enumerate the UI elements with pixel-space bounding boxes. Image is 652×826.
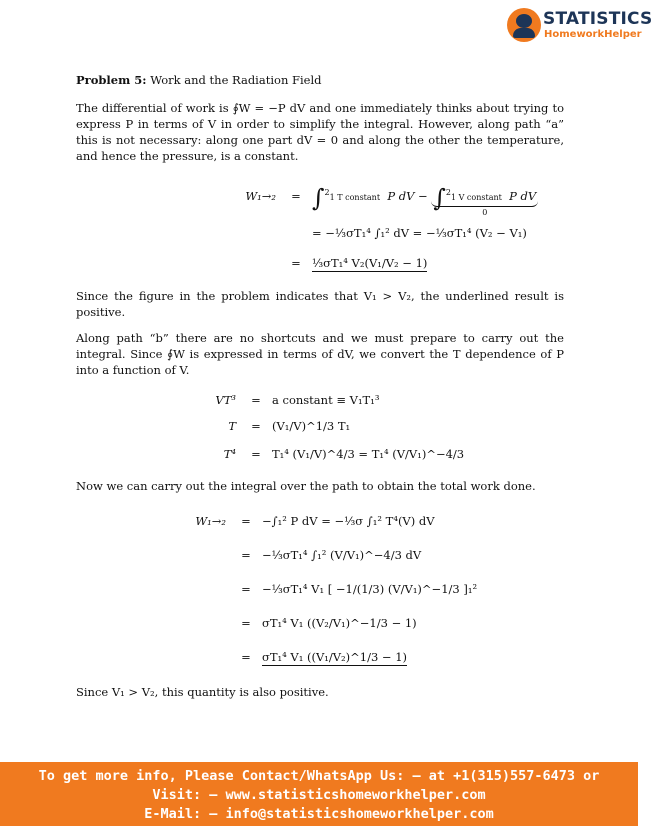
eq1-limit-v-constant: 1 V constant xyxy=(450,192,502,202)
eq2-r3: T₁⁴ (V₁/V)^4/3 = T₁⁴ (V/V₁)^−4/3 xyxy=(272,447,465,461)
eq3-r4: σT₁⁴ V₁ ((V₂/V₁)^−1/3 − 1) xyxy=(262,616,417,630)
paragraph-conclusion: Since V₁ > V₂, this quantity is also positive. xyxy=(76,685,329,699)
problem-label: Problem 5: xyxy=(76,73,147,87)
paragraph-integral: Now we can carry out the integral over the path to obtain the total work done. xyxy=(76,479,536,493)
footer-email-link[interactable]: E-Mail: – info@statisticshomeworkhelper.com xyxy=(144,806,494,822)
eq1-row1: ∫$^2$1 T constant P dV − ∫$^2$1 V constant P dV 0 xyxy=(306,185,564,207)
problem-heading xyxy=(76,72,564,88)
eq3-r1: −∫₁² P dV = −⅓σ ∫₁² T⁴(V) dV xyxy=(262,514,435,528)
footer-website-link[interactable]: Visit: – www.statisticshomeworkhelper.com xyxy=(152,787,486,803)
paragraph-path-b: Along path “b” there are no shortcuts and we must prepare to carry out the integral. Since ∮W is expressed in terms of dV, we convert the T dependence of P into a function of V. xyxy=(76,331,564,377)
eq2-l1: VT³ xyxy=(215,393,236,407)
eq1-row3-underlined: ⅓σT₁⁴ V₂(V₁/V₂ − 1) xyxy=(312,256,428,270)
logo-text-homeworkhelper: HomeworkHelper xyxy=(544,29,642,40)
eq2-l2: T xyxy=(228,419,236,433)
paragraph-result-a: Since the figure in the problem indicates that V₁ > V₂, the underlined result is positive. xyxy=(76,289,564,319)
statistics-homework-helper-logo xyxy=(507,8,652,46)
eq1-brace-zero: 0 xyxy=(482,208,488,218)
eq3-r2: −⅓σT₁⁴ ∫₁² (V/V₁)^−4/3 dV xyxy=(262,548,422,562)
problem-title: Work and the Radiation Field xyxy=(150,73,322,87)
paragraph-intro: The differential of work is ∮W = −P dV and one immediately thinks about trying to express P in terms of V in order to simplify the integral. However, along path “a” this is not necessary: along one part dV = 0 and along the other the temperature, and hence the pressure, is a constant. xyxy=(76,101,564,163)
eq3-r5-underlined: σT₁⁴ V₁ ((V₁/V₂)^1/3 − 1) xyxy=(262,650,408,664)
eq1-underbrace: ∫$^2$1 V constant P dV 0 xyxy=(431,185,538,207)
logo-text-statistics: STATISTICS xyxy=(543,9,652,29)
eq3-lhs: W₁→₂ xyxy=(195,514,226,528)
eq2-r2: (V₁/V)^1/3 T₁ xyxy=(272,419,351,433)
contact-footer-banner xyxy=(0,762,638,826)
tutor-avatar-icon xyxy=(507,8,541,42)
eq1-lhs: W₁→₂ xyxy=(245,189,276,203)
document-body xyxy=(76,72,564,710)
eq2-r1: a constant ≡ V₁T₁³ xyxy=(272,393,380,407)
eq1-limit-t-constant: 1 T constant xyxy=(329,192,381,202)
equation-path-a: W₁→₂ = ∫$^2$1 T constant P dV − ∫$^2$1 V constant P dV 0 = −⅓σT₁⁴ ∫₁² dV = −⅓σT₁⁴ (V₂ − V₁) = ⅓σT₁⁴ V₂(V₁/V₂ − 1) xyxy=(76,174,564,278)
eq2-l3: T⁴ xyxy=(223,447,236,461)
eq1-row2: = −⅓σT₁⁴ ∫₁² dV = −⅓σT₁⁴ (V₂ − V₁) xyxy=(312,226,527,240)
equation-path-b: W₁→₂ = −∫₁² P dV = −⅓σ ∫₁² T⁴(V) dV = −⅓σT₁⁴ ∫₁² (V/V₁)^−4/3 dV = −⅓σT₁⁴ V₁ [ −1/(1/3) (V/V₁)^−1/3 ]₁² = σT₁⁴ V₁ ((V₂/V₁)^−1/3 − 1) = σT₁⁴ V₁ ((V₁/V₂)^1/3 − 1) xyxy=(76,504,564,674)
footer-contact-line: To get more info, Please Contact/WhatsApp Us: – at +1(315)557-6473 or xyxy=(38,768,600,784)
eq3-r3: −⅓σT₁⁴ V₁ [ −1/(1/3) (V/V₁)^−1/3 ]₁² xyxy=(262,582,478,596)
equation-adiabat: VT³ = a constant ≡ V₁T₁³ T = (V₁/V)^1/3 T₁ T⁴ = T₁⁴ (V₁/V)^4/3 = T₁⁴ (V/V₁)^−4/3 xyxy=(76,388,564,468)
